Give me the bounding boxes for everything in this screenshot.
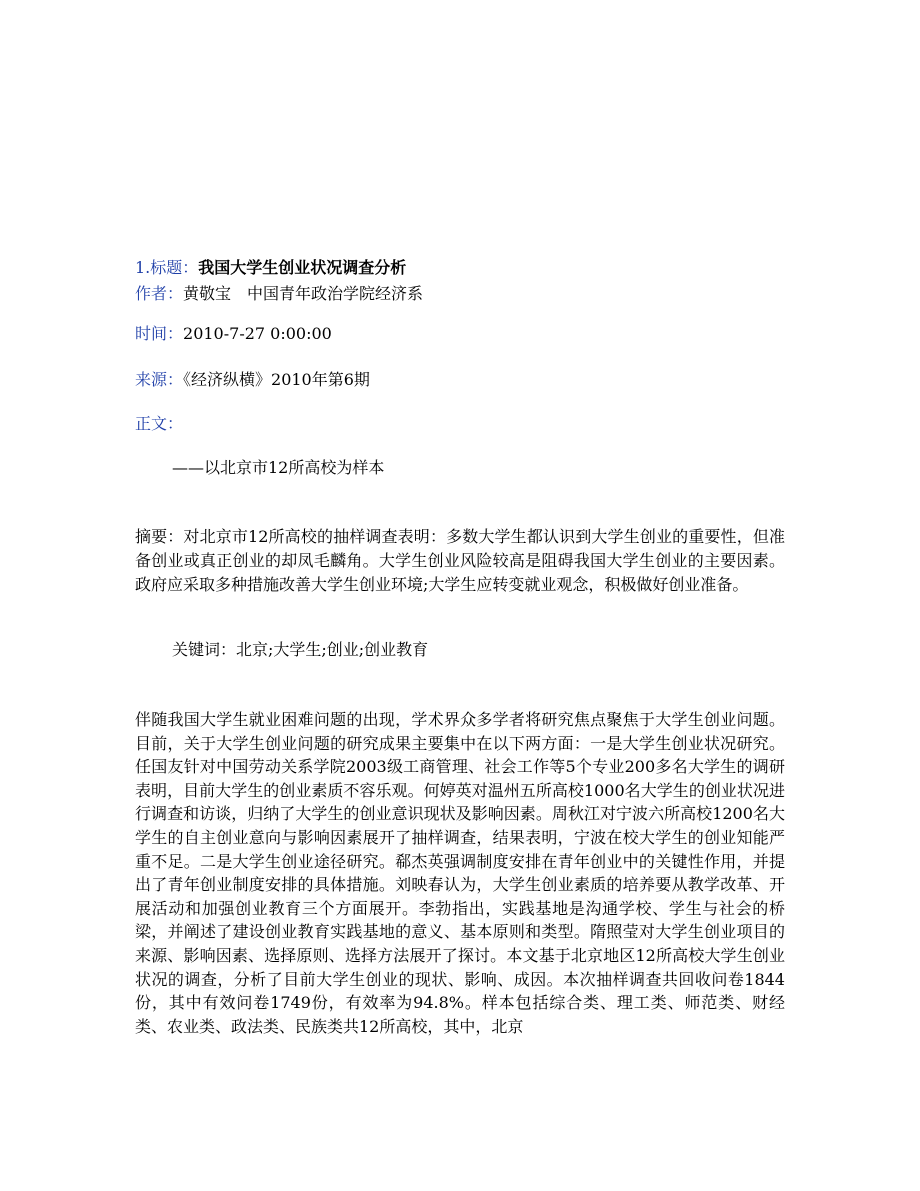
author-line <box>135 284 423 304</box>
body-paragraph: 伴随我国大学生就业困难问题的出现，学术界众多学者将研究焦点聚焦于大学生创业问题。目前，关于大学生创业问题的研究成果主要集中在以下两方面：一是大学生创业状况研究。任国友针对中国劳动关系学院2003级工商管理、社会工作等5个专业200多名大学生的调研表明，目前大学生的创业素质不容乐观。何婷英对温州五所高校1000名大学生的创业状况进行调查和访谈，归纳了大学生的创业意识现状及影响因素。周秋江对宁波六所高校1200名大学生的自主创业意向与影响因素展开了抽样调查，结果表明，宁波在校大学生的创业知能严重不足。二是大学生创业途径研究。郗杰英强调制度安排在青年创业中的关键性作用，并提出了青年创业制度安排的具体措施。刘映春认为，大学生创业素质的培养要从教学改革、开展活动和加强创业教育三个方面展开。李勃指出，实践基地是沟通学校、学生与社会的桥梁，并阐述了建设创业教育实践基地的意义、基本原则和类型。隋照莹对大学生创业项目的来源、影响因素、选择原则、选择方法展开了探讨。本文基于北京地区12所高校大学生创业状况的调查，分析了目前大学生创业的现状、影响、成因。本次抽样调查共回收问卷1844份，其中有效问卷1749份，有效率为94.8%。样本包括综合类、理工类、师范类、财经类、农业类、政法类、民族类共12所高校，其中，北京 <box>135 710 785 1036</box>
time-label: 时间： <box>135 324 184 343</box>
author-value: 黄敬宝 中国青年政治学院经济系 <box>183 284 424 303</box>
article-subtitle: ——以北京市12所高校为样本 <box>172 458 385 477</box>
abstract-paragraph: 摘要：对北京市12所高校的抽样调查表明：多数大学生都认识到大学生创业的重要性，但准备创业或真正创业的却凤毛麟角。大学生创业风险较高是阻碍我国大学生创业的主要因素。政府应采取多种措施改善大学生创业环境;大学生应转变就业观念，积极做好创业准备。 <box>135 527 785 594</box>
keywords-line: 关键词：北京;大学生;创业;创业教育 <box>172 640 429 659</box>
source-value: 《经济纵横》2010年第6期 <box>183 370 370 389</box>
title-line <box>135 258 406 278</box>
article-title: 我国大学生创业状况调查分析 <box>198 258 407 277</box>
title-label: 1.标题： <box>135 258 199 277</box>
body-label-line <box>135 414 183 434</box>
source-label: 来源： <box>135 370 184 389</box>
body-label: 正文： <box>135 414 184 433</box>
time-value: 2010-7-27 0:00:00 <box>183 324 332 343</box>
author-label: 作者： <box>135 284 184 303</box>
source-line <box>135 370 370 390</box>
time-line <box>135 324 332 344</box>
